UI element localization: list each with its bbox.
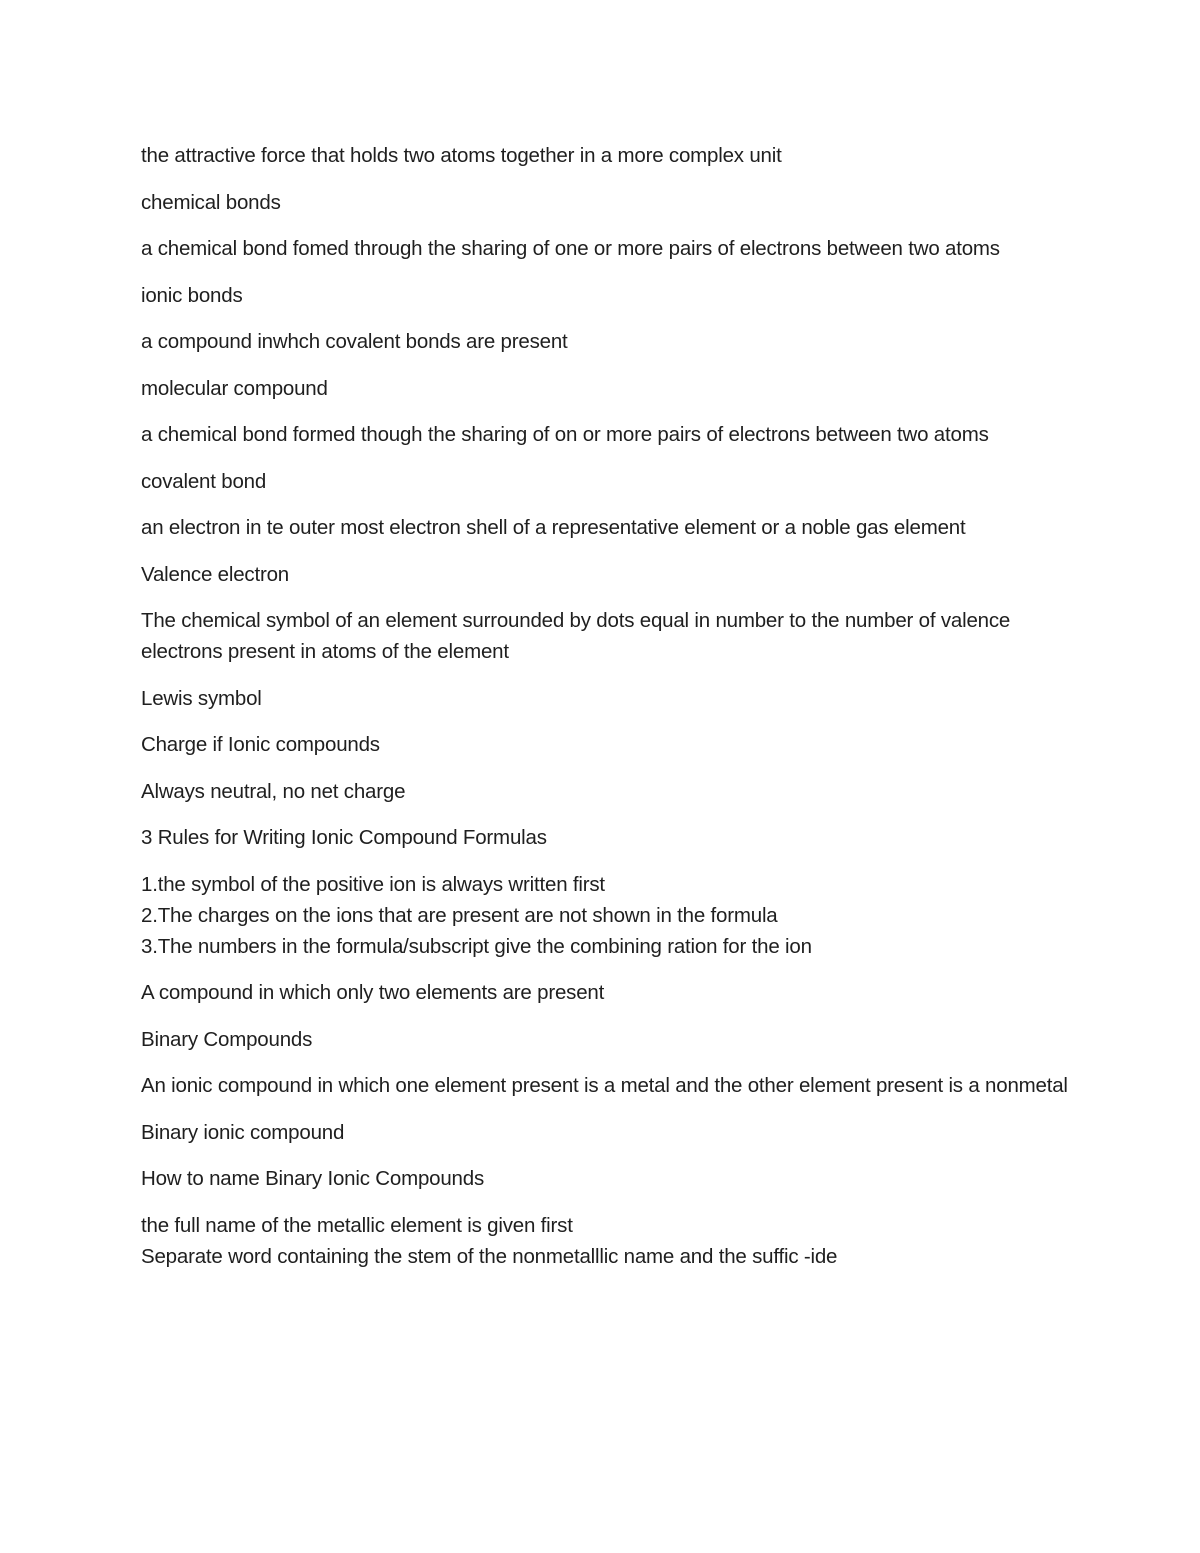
text-line: How to name Binary Ionic Compounds — [141, 1167, 485, 1190]
text-line: molecular compound — [141, 376, 328, 400]
text-line: A compound in which only two elements are present — [141, 981, 605, 1004]
text-line: a chemical bond fomed through the sharing of one or more pairs of electrons between two atoms — [141, 237, 1000, 260]
text-line: Always neutral, no net charge — [141, 779, 406, 803]
text-line: Separate word containing the stem of the nonmetalllic name and the suffic -ide — [141, 1244, 838, 1268]
text-line: covalent bond — [141, 469, 267, 493]
paragraph — [141, 822, 1071, 853]
text-line: the attractive force that holds two atoms together in a more complex unit — [141, 144, 782, 167]
text-line: 1.the symbol of the positive ion is always written first — [141, 872, 605, 896]
paragraph — [141, 776, 1071, 807]
text-line: Lewis symbol — [141, 686, 262, 710]
text-line: Binary Compounds — [141, 1027, 313, 1051]
text-line: 3 Rules for Writing Ionic Compound Formulas — [141, 826, 547, 849]
text-line: An ionic compound in which one element present is a metal and the other element present is a nonmetal — [141, 1074, 1068, 1097]
text-line: 3.The numbers in the formula/subscript give the combining ration for the ion — [141, 934, 812, 958]
text-line: a chemical bond formed though the sharing of on or more pairs of electrons between two atoms — [141, 423, 989, 446]
text-line: Binary ionic compound — [141, 1120, 345, 1144]
text-line: Valence electron — [141, 562, 289, 586]
paragraph — [141, 729, 1071, 760]
paragraph — [141, 683, 1071, 714]
text-line: The chemical symbol of an element surrounded by dots equal in number to the number of valence electrons present in atoms of the element — [141, 609, 1011, 663]
paragraph — [141, 1070, 1071, 1101]
document-body — [141, 140, 1071, 1287]
paragraph — [141, 233, 1071, 264]
text-line: an electron in te outer most electron shell of a representative element or a noble gas element — [141, 516, 966, 539]
text-line: ionic bonds — [141, 283, 243, 307]
paragraph — [141, 559, 1071, 590]
paragraph — [141, 1024, 1071, 1055]
paragraph — [141, 869, 1071, 962]
text-line: Charge if Ionic compounds — [141, 733, 380, 756]
paragraph — [141, 373, 1071, 404]
text-line: 2.The charges on the ions that are present are not shown in the formula — [141, 903, 778, 927]
paragraph — [141, 280, 1071, 311]
paragraph — [141, 605, 1071, 667]
text-line: a compound inwhch covalent bonds are present — [141, 330, 568, 353]
paragraph — [141, 187, 1071, 218]
paragraph — [141, 419, 1071, 450]
text-line: chemical bonds — [141, 190, 281, 214]
paragraph — [141, 1210, 1071, 1272]
paragraph — [141, 1117, 1071, 1148]
paragraph — [141, 140, 1071, 171]
paragraph — [141, 977, 1071, 1008]
paragraph — [141, 1163, 1071, 1194]
paragraph — [141, 512, 1071, 543]
text-line: the full name of the metallic element is given first — [141, 1213, 573, 1237]
paragraph — [141, 466, 1071, 497]
paragraph — [141, 326, 1071, 357]
